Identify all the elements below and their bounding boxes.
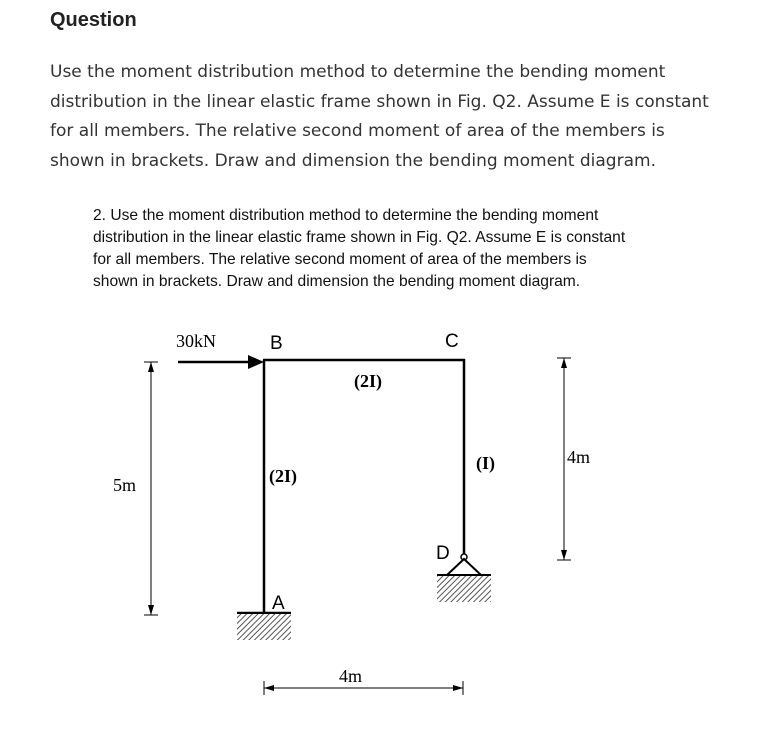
question-line: shown in brackets. Draw and dimension the bending moment diagram. xyxy=(50,150,656,171)
node-c-label: C xyxy=(445,331,459,352)
figure-text-line: shown in brackets. Draw and dimension the bending moment diagram. xyxy=(93,273,581,290)
figure-text-line: for all members. The relative second moment of area of the members is xyxy=(93,251,587,268)
member-bc-label: (2I) xyxy=(354,371,382,391)
member-ab-label: (2I) xyxy=(269,466,297,486)
figure-text-line: distribution in the linear elastic frame shown in Fig. Q2. Assume E is constant xyxy=(93,229,626,246)
node-d-label: D xyxy=(436,543,450,564)
load-label: 30kN xyxy=(176,331,216,351)
right-height-label: 4m xyxy=(567,447,591,467)
node-a-label: A xyxy=(272,593,285,614)
dim-left-height xyxy=(144,362,158,615)
question-line: Use the moment distribution method to determine the bending moment xyxy=(50,62,666,82)
question-line: distribution in the linear elastic frame shown in Fig. Q2. Assume E is constant xyxy=(50,91,709,112)
node-b-label: B xyxy=(270,333,283,354)
left-height-label: 5m xyxy=(113,475,137,495)
span-label: 4m xyxy=(339,666,363,686)
fixed-support-a xyxy=(237,613,291,640)
question-heading: Question xyxy=(50,9,137,31)
figure-text-line: 2. Use the moment distribution method to determine the bending moment xyxy=(93,207,599,224)
dim-span xyxy=(264,681,463,695)
load-arrow xyxy=(178,355,264,369)
member-cd-label: (I) xyxy=(476,453,495,473)
question-line: for all members. The relative second moment of area of the members is xyxy=(50,121,665,141)
